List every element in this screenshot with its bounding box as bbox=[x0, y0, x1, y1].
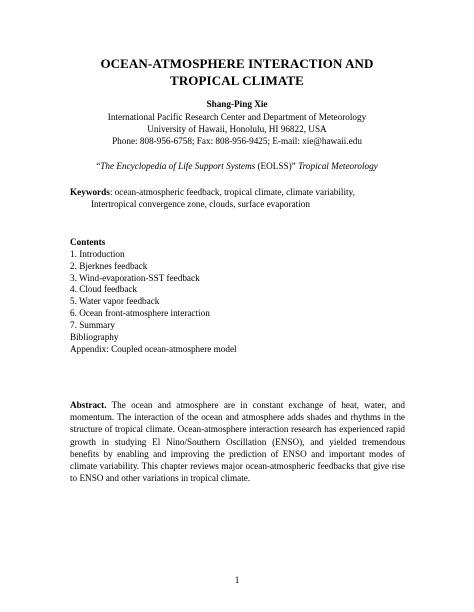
affiliation-line-1: International Pacific Research Center and Department of Meteorology bbox=[107, 112, 367, 122]
keywords-line-1 bbox=[70, 186, 355, 198]
page-number: 1 bbox=[234, 575, 240, 585]
eolss-quote-open: “ bbox=[96, 161, 101, 171]
keywords-line-2: Intertropical convergence zone, clouds, surface evaporation bbox=[91, 199, 310, 209]
eolss-topic: Tropical Meteorology bbox=[298, 161, 378, 171]
table-of-contents bbox=[70, 237, 237, 355]
eolss-citation bbox=[0, 161, 474, 172]
keywords-text-1: : ocean-atmospheric feedback, tropical climate, climate variability, bbox=[109, 187, 355, 197]
keywords-label: Keywords bbox=[70, 187, 110, 197]
affiliation-line-2: University of Hawaii, Honolulu, HI 96822, USA bbox=[147, 124, 327, 134]
abstract-text: The ocean and atmosphere are in constant exchange of heat, water, and momentum. The interaction of the ocean and atmosphere adds shades and rhythms in the structure of tropical climate. Ocean-atmosphere interaction research has experienced rapid growth in studying El Nino/Southern Oscillation (ENSO), and yielded tremendous benefits by enabling and improving the prediction of ENSO and important modes of climate variability. This chapter reviews major ocean-atmospheric feedbacks that give rise to ENSO and other variations in tropical climate. bbox=[70, 400, 405, 484]
contents-item: 4. Cloud feedback bbox=[70, 284, 138, 295]
contents-item: Bibliography bbox=[70, 331, 119, 342]
contents-item: 6. Ocean front-atmosphere interaction bbox=[70, 308, 210, 319]
eolss-middle: (EOLSS)” bbox=[255, 161, 299, 171]
abstract-paragraph bbox=[70, 399, 405, 484]
contents-item: 2. Bjerknes feedback bbox=[70, 260, 148, 271]
contents-item: Appendix: Coupled ocean-atmosphere model bbox=[70, 343, 237, 354]
eolss-encyclopedia-title: The Encyclopedia of Life Support Systems bbox=[100, 161, 256, 171]
contents-heading: Contents bbox=[70, 237, 106, 247]
contents-item: 7. Summary bbox=[70, 319, 115, 330]
paper-title-line-1: OCEAN-ATMOSPHERE INTERACTION AND bbox=[100, 56, 374, 71]
contact-line: Phone: 808-956-6758; Fax: 808-956-9425; E-mail: xie@hawaii.edu bbox=[112, 136, 362, 146]
abstract-label: Abstract. bbox=[70, 400, 107, 410]
paper-title-line-2: TROPICAL CLIMATE bbox=[170, 73, 304, 88]
author-name: Shang-Ping Xie bbox=[206, 99, 268, 109]
contents-item: 3. Wind-evaporation-SST feedback bbox=[70, 272, 200, 283]
contents-item: 5. Water vapor feedback bbox=[70, 296, 160, 307]
contents-item: 1. Introduction bbox=[70, 248, 125, 259]
